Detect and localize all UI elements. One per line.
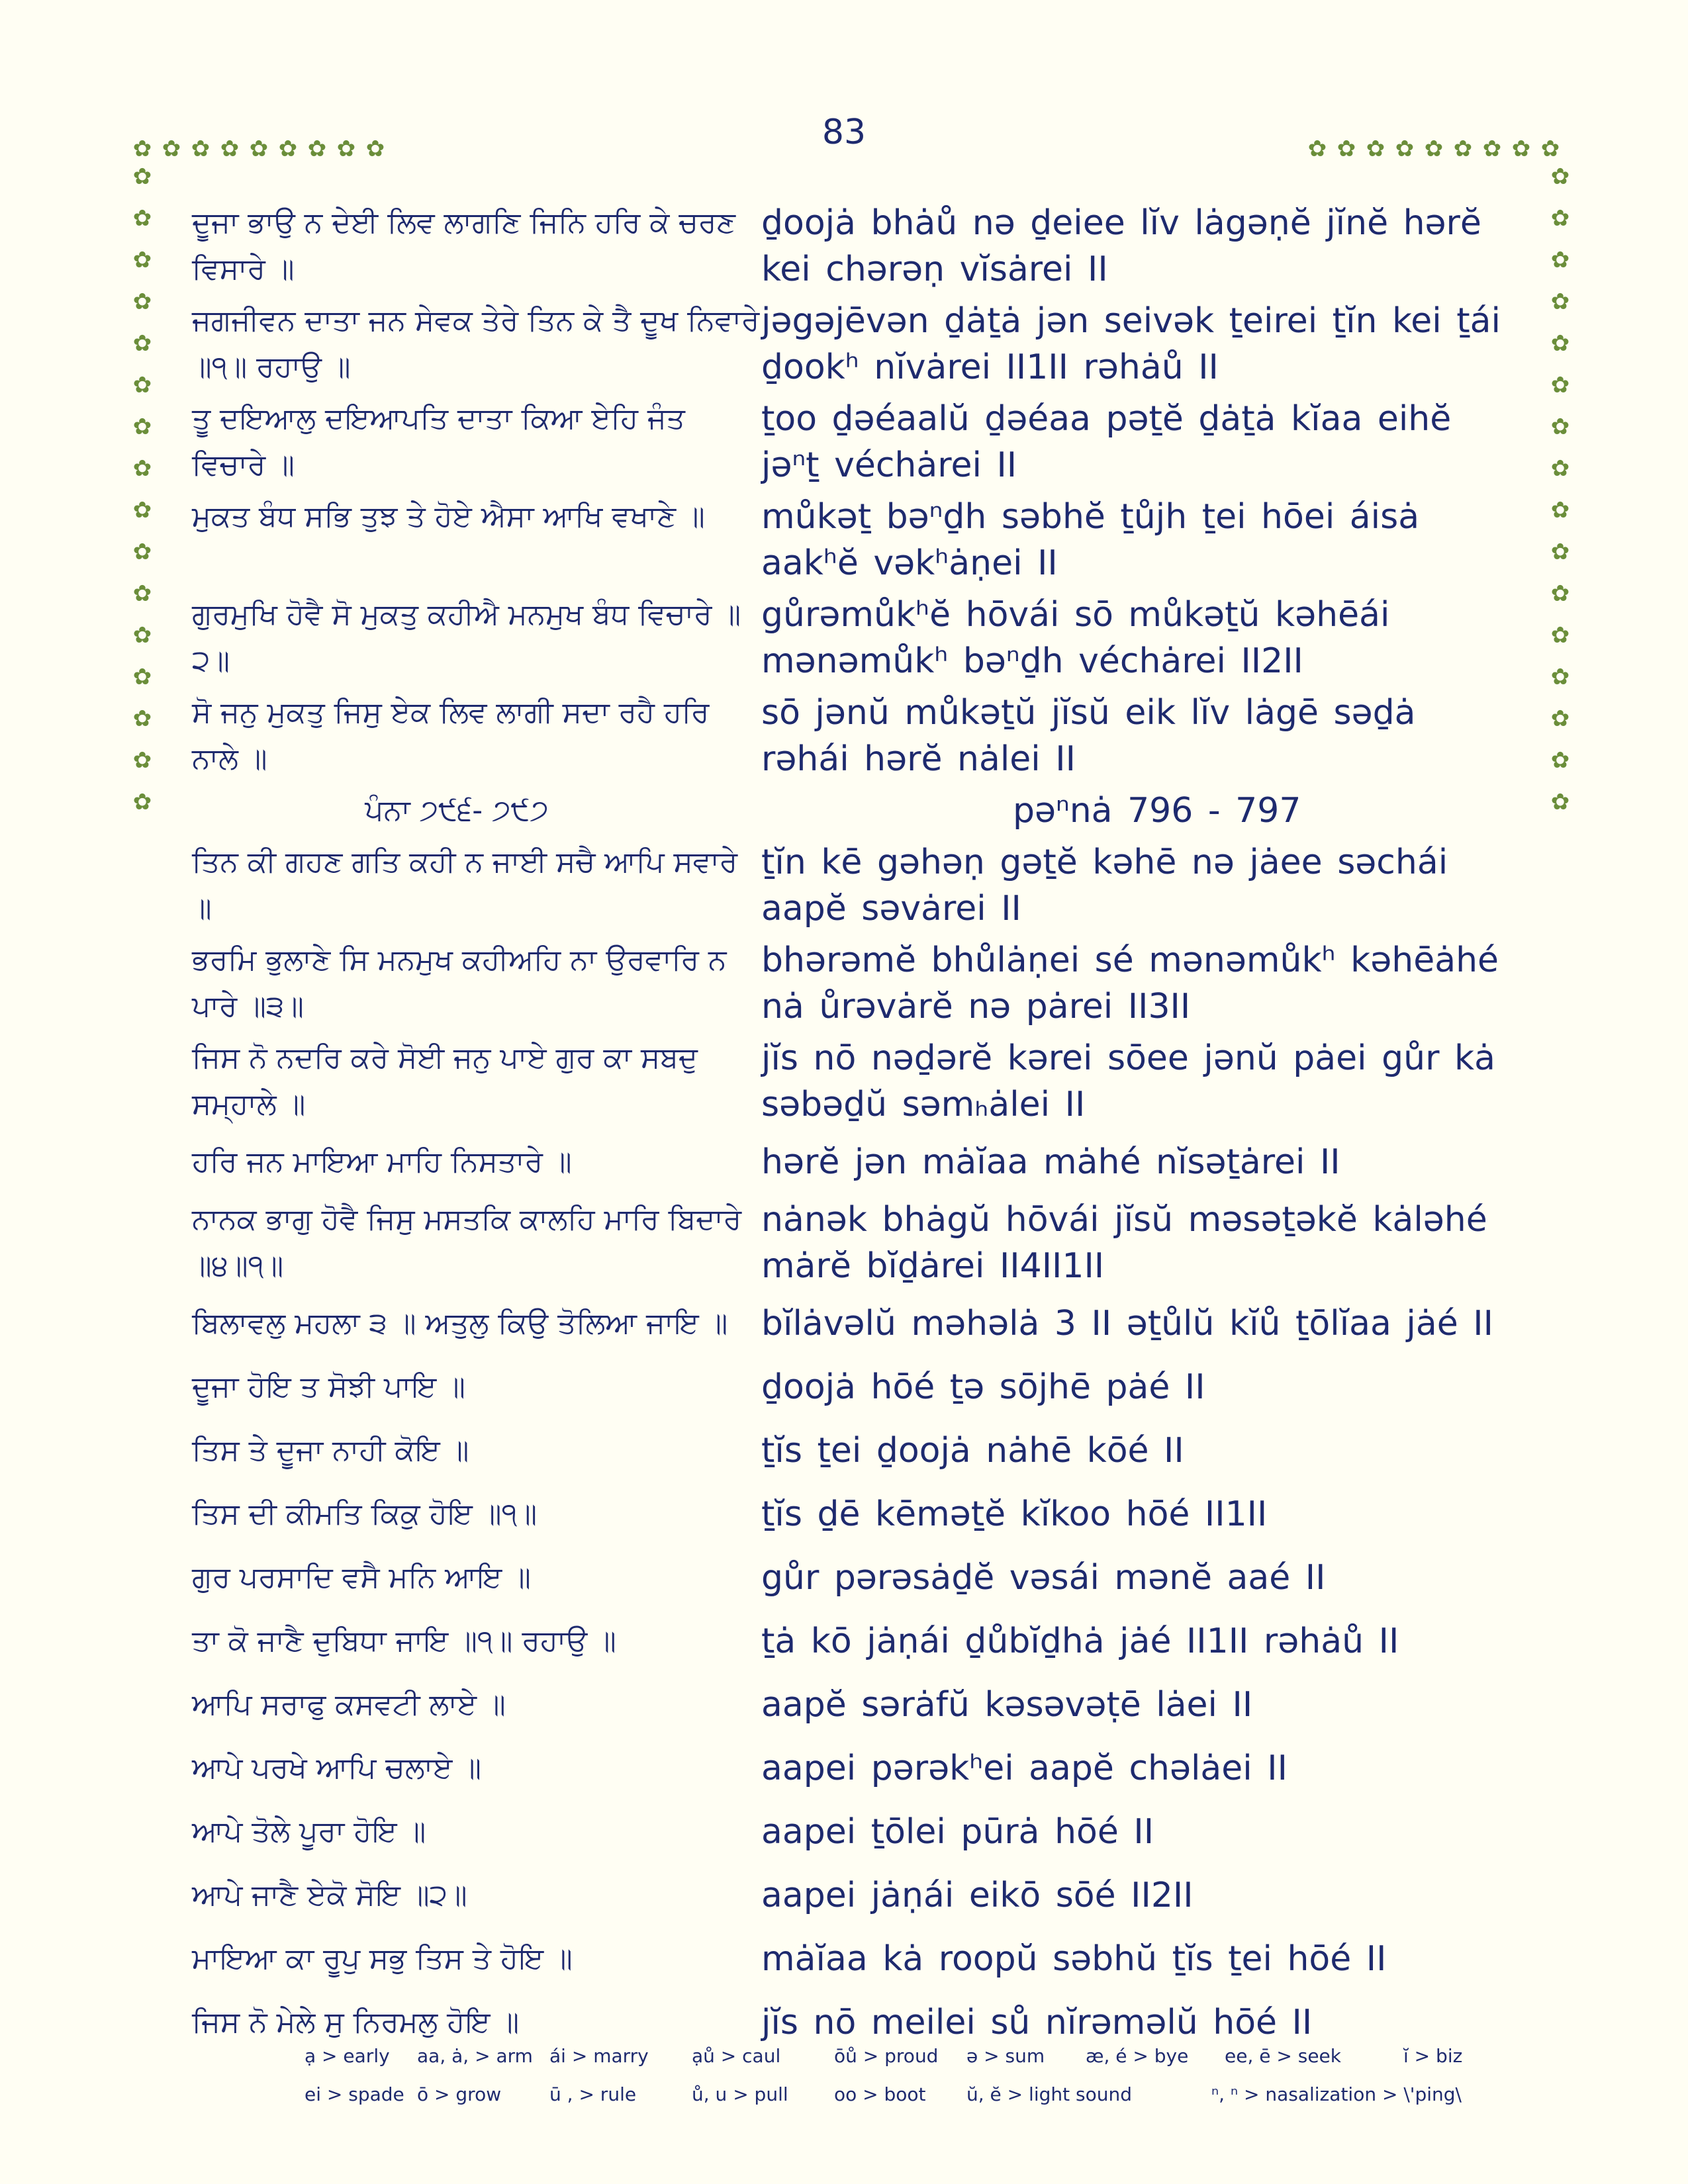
gurmukhi-text: ਦੂਜਾ ਹੋਇ ਤ ਸੋਝੀ ਪਾਇ ॥ [192, 1370, 465, 1404]
transliteration-text: ṯĭs ḏē kēməṯĕ kĭkoo hōé II1II [761, 1494, 1268, 1534]
transliteration-text: ṯĭs ṯei ḏoojȧ nȧhē kōé II [761, 1431, 1184, 1471]
verse-row [192, 1133, 1516, 1191]
legend-item: ů, u > pull [692, 2083, 788, 2105]
flower-icon: ✿ [278, 136, 298, 162]
gurmukhi-text: ਤਿਨ ਕੀ ਗਹਣ ਗਤਿ ਕਹੀ ਨ ਜਾਈ ਸਚੈ ਆਪਿ ਸਵਾਰੇ ॥ [192, 845, 738, 925]
flower-icon: ✿ [307, 136, 327, 162]
flower-icon: ✿ [220, 136, 240, 162]
flower-icon: ✿ [1550, 372, 1570, 398]
verse-row [192, 1485, 1516, 1543]
gurmukhi-text: ਨਾਨਕ ਭਾਗੁ ਹੋਵੈ ਜਿਸੁ ਮਸਤਕਿ ਕਾਲਹਿ ਮਾਰਿ ਬਿਦਾਰੇ ॥੪॥੧॥ [192, 1203, 742, 1283]
flower-icon: ✿ [132, 664, 152, 690]
verse-row [192, 1197, 1516, 1289]
flower-icon: ✿ [132, 136, 152, 162]
flower-icon: ✿ [1550, 330, 1570, 357]
transliteration-text: bhərəmĕ bhůlȧṇei sé mənəmůkʰ kəhēȧhé nȧ ůrəvȧrĕ nə pȧrei II3II [761, 940, 1499, 1026]
verse-row [192, 298, 1516, 390]
flower-icon: ✿ [336, 136, 356, 162]
verse-row [192, 494, 1516, 586]
flower-icon: ✿ [132, 539, 152, 565]
legend-item: ū , > rule [549, 2083, 637, 2105]
verse-row [192, 1866, 1516, 1925]
flower-icon: ✿ [1550, 539, 1570, 565]
verse-row [192, 1739, 1516, 1797]
legend-item: ei > spade [305, 2083, 404, 2105]
flower-icon: ✿ [1550, 247, 1570, 273]
transliteration-text: aapei ṯōlei pūrȧ hōé II [761, 1812, 1154, 1852]
transliteration-text: jĭs nō nəḏərĕ kərei sōee jənŭ pȧei gůr kȧ səbəḏŭ səmₕȧlei II [761, 1038, 1495, 1124]
gurmukhi-text: ਜਿਸ ਨੋ ਨਦਰਿ ਕਰੇ ਸੋਈ ਜਨੁ ਪਾਏ ਗੁਰ ਕਾ ਸਬਦੁ ਸਮ੍ਹਾਲੇ ॥ [192, 1041, 698, 1121]
gurmukhi-text: ਤਿਸ ਤੇ ਦੂਜਾ ਨਾਹੀ ਕੋਇ ॥ [192, 1433, 469, 1467]
gurmukhi-text: ਦੂਜਾ ਭਾਉ ਨ ਦੇਈ ਲਿਵ ਲਾਗਣਿ ਜਿਨਿ ਹਰਿ ਕੇ ਚਰਣ ਵਿਸਾਰੇ ॥ [192, 206, 735, 286]
legend-item: ĭ > biz [1403, 2045, 1463, 2067]
flower-icon: ✿ [191, 136, 211, 162]
flower-icon: ✿ [132, 289, 152, 315]
legend-item: aa, ȧ, > arm [417, 2045, 533, 2067]
legend-item: ee, ē > seek [1225, 2045, 1341, 2067]
gurmukhi-text: ਆਪਿ ਸਰਾਫੁ ਕਸਵਟੀ ਲਾਏ ॥ [192, 1688, 506, 1721]
transliteration-text: gůrəmůkʰĕ hōvái sō můkəṯŭ kəhēái mənəmůkʰ bəⁿḏh véchȧrei II2II [761, 595, 1390, 681]
flower-icon: ✿ [1550, 289, 1570, 315]
legend-item: ō > grow [417, 2083, 502, 2105]
verse-row [192, 1676, 1516, 1734]
flower-icon: ✿ [132, 247, 152, 273]
flower-icon: ✿ [1307, 136, 1327, 162]
flower-icon: ✿ [132, 205, 152, 232]
transliteration-text: aapei pərəkʰei aapĕ chəlȧei II [761, 1749, 1288, 1788]
verse-row [192, 1422, 1516, 1480]
transliteration-text: sō jənŭ můkəṯŭ jĭsŭ eik lĭv lȧgē səḏȧ rəhái hərĕ nȧlei II [761, 693, 1416, 779]
gurmukhi-text: ਜਗਜੀਵਨ ਦਾਤਾ ਜਨ ਸੇਵਕ ਤੇਰੇ ਤਿਨ ਕੇ ਤੈ ਦੂਖ ਨਿਵਾਰੇ ॥੧॥ ਰਹਾਉ ॥ [192, 304, 760, 384]
transliteration-text: ḏoojȧ hōé ṯə sōjhē pȧé II [761, 1367, 1205, 1407]
page-number: 83 [821, 113, 867, 152]
transliteration-text: ṯĭn kē gəhəṇ gəṯĕ kəhē nə jȧee səchái aapĕ səvȧrei II [761, 842, 1448, 929]
flower-icon: ✿ [1453, 136, 1473, 162]
verse-row [192, 1358, 1516, 1416]
flower-icon: ✿ [1550, 455, 1570, 482]
flower-icon: ✿ [132, 372, 152, 398]
verse-row [192, 200, 1516, 293]
legend-item: ŭ, ĕ > light sound [966, 2083, 1132, 2105]
hymn-content [192, 200, 1516, 2057]
gurmukhi-text: ਹਰਿ ਜਨ ਮਾਇਆ ਮਾਹਿ ਨਿਸਤਾਰੇ ॥ [192, 1145, 572, 1179]
flower-icon: ✿ [1550, 664, 1570, 690]
transliteration-text: jəgəjēvən ḏȧṯȧ jən seivək ṯeirei ṯĭn kei ṯái ḏookʰ nĭvȧrei II1II rəhȧů II [761, 301, 1501, 387]
transliteration-text: ḏoojȧ bhȧů nə ḏeiee lĭv lȧgəṇĕ jĭnĕ hərĕ kei chərəṇ vĭsȧrei II [761, 203, 1481, 289]
verse-row [192, 839, 1516, 932]
transliteration-text: nȧnək bhȧgŭ hōvái jĭsŭ məsəṯəkĕ kȧləhé mȧrĕ bĭḏȧrei II4II1II [761, 1200, 1487, 1286]
verse-row [192, 1549, 1516, 1607]
flower-icon: ✿ [132, 622, 152, 649]
verse-row [192, 1930, 1516, 1988]
flower-icon: ✿ [132, 414, 152, 440]
legend-item: ōů > proud [834, 2045, 939, 2067]
gurmukhi-text: ਗੁਰ ਪਰਸਾਦਿ ਵਸੈ ਮਨਿ ਆਇ ॥ [192, 1561, 531, 1594]
gurmukhi-text: ਸੋ ਜਨੁ ਮੁਕਤੁ ਜਿਸੁ ਏਕ ਲਿਵ ਲਾਗੀ ਸਦਾ ਰਹੈ ਹਰਿ ਨਾਲੇ ॥ [192, 696, 710, 776]
gurmukhi-text: ਆਪੇ ਤੋਲੇ ਪੂਰਾ ਹੋਇ ॥ [192, 1815, 426, 1848]
flower-icon: ✿ [132, 163, 152, 190]
flower-icon: ✿ [162, 136, 181, 162]
transliteration-text: gůr pərəsȧḏĕ vəsái mənĕ aaé II [761, 1558, 1326, 1598]
flower-icon: ✿ [1550, 163, 1570, 190]
legend-item: ⁿ, ⁿ > nasalization > \'ping\ [1211, 2083, 1462, 2105]
transliteration-text: mȧĭaa kȧ roopŭ səbhŭ ṯĭs ṯei hōé II [761, 1939, 1387, 1979]
verse-row [192, 1295, 1516, 1353]
verse-row [192, 1035, 1516, 1128]
transliteration-text: jĭs nō meilei sů nĭrəməlŭ hōé II [761, 2003, 1313, 2042]
gurmukhi-text: ਜਿਸ ਨੋ ਮੇਲੇ ਸੁ ਨਿਰਮਲੁ ਹੋਇ ॥ [192, 2005, 520, 2039]
flower-icon: ✿ [1550, 205, 1570, 232]
gurmukhi-text: ਭਰਮਿ ਭੁਲਾਣੇ ਸਿ ਮਨਮੁਖ ਕਹੀਅਹਿ ਨਾ ਉਰਵਾਰਿ ਨ ਪਾਰੇ ॥੩॥ [192, 943, 727, 1023]
flower-icon: ✿ [132, 455, 152, 482]
flower-icon: ✿ [1336, 136, 1356, 162]
verse-row [192, 690, 1516, 782]
flower-icon: ✿ [1424, 136, 1444, 162]
flower-icon: ✿ [1395, 136, 1415, 162]
transliteration-text: ṯȧ kō jȧṇái ḏůbĭḏhȧ jȧé II1II rəhȧů II [761, 1621, 1399, 1661]
flower-icon: ✿ [1550, 747, 1570, 774]
transliteration-text: ṯoo ḏəéaalŭ ḏəéaa pəṯĕ ḏȧṯȧ kĭaa eihĕ jəⁿṯ véchȧrei II [761, 399, 1452, 485]
flower-icon: ✿ [132, 705, 152, 732]
gurmukhi-text: ਪੰਨਾ ੭੯੬- ੭੯੭ [365, 794, 549, 827]
gurmukhi-text: ਬਿਲਾਵਲੁ ਮਹਲਾ ੩ ॥ ਅਤੁਲੁ ਕਿਉ ਤੋਲਿਆ ਜਾਇ ॥ [192, 1306, 728, 1340]
flower-icon: ✿ [132, 789, 152, 815]
transliteration-text: bĭlȧvəlŭ məhəlȧ 3 II əṯůlŭ kĭů ṯōlĭaa jȧé II [761, 1304, 1493, 1343]
flower-icon: ✿ [1511, 136, 1531, 162]
transliteration-text: pəⁿnȧ 796 - 797 [1013, 791, 1301, 831]
legend-item: oo > boot [834, 2083, 926, 2105]
flower-icon: ✿ [1550, 414, 1570, 440]
verse-row [192, 937, 1516, 1030]
gurmukhi-text: ਮਾਇਆ ਕਾ ਰੂਪੁ ਸਭੁ ਤਿਸ ਤੇ ਹੋਇ ॥ [192, 1942, 573, 1976]
flower-icon: ✿ [1550, 705, 1570, 732]
gurmukhi-text: ਆਪੇ ਪਰਖੇ ਆਪਿ ਚਲਾਏ ॥ [192, 1751, 482, 1785]
page-range-header [192, 788, 1516, 834]
legend-item: æ, é > bye [1086, 2045, 1189, 2067]
flower-icon: ✿ [132, 330, 152, 357]
gurmukhi-text: ਤਿਸ ਦੀ ਕੀਮਤਿ ਕਿਕੁ ਹੋਇ ॥੧॥ [192, 1497, 538, 1531]
flower-icon: ✿ [132, 497, 152, 523]
flower-icon: ✿ [1550, 622, 1570, 649]
gurmukhi-text: ਮੁਕਤ ਬੰਧ ਸਭਿ ਤੁਝ ਤੇ ਹੋਏ ਐਸਾ ਆਖਿ ਵਖਾਣੇ ॥ [192, 500, 705, 533]
transliteration-text: aapĕ sərȧfŭ kəsəvəṭē lȧei II [761, 1685, 1253, 1725]
transliteration-text: hərĕ jən mȧĭaa mȧhé nĭsəṯȧrei II [761, 1142, 1340, 1182]
verse-row [192, 1803, 1516, 1861]
verse-row [192, 1612, 1516, 1670]
flower-icon: ✿ [365, 136, 385, 162]
flower-icon: ✿ [249, 136, 269, 162]
gurmukhi-text: ਆਪੇ ਜਾਣੈ ਏਕੋ ਸੋਇ ॥੨॥ [192, 1878, 467, 1912]
verse-row [192, 592, 1516, 684]
transliteration-text: aapei jȧṇái eikō sōé II2II [761, 1876, 1194, 1915]
legend-item: ái > marry [549, 2045, 649, 2067]
flower-icon: ✿ [1550, 789, 1570, 815]
verse-row [192, 396, 1516, 488]
legend-item: ạ > early [305, 2045, 390, 2067]
legend-item: ə > sum [966, 2045, 1045, 2067]
gurmukhi-text: ਤੂ ਦਇਆਲੁ ਦਇਆਪਤਿ ਦਾਤਾ ਕਿਆ ਏਹਿ ਜੰਤ ਵਿਚਾਰੇ ॥ [192, 402, 685, 482]
flower-icon: ✿ [1366, 136, 1385, 162]
gurmukhi-text: ਗੁਰਮੁਖਿ ਹੋਵੈ ਸੋ ਮੁਕਤੁ ਕਹੀਐ ਮਨਮੁਖ ਬੰਧ ਵਿਚਾਰੇ ॥੨॥ [192, 598, 741, 678]
flower-icon: ✿ [1550, 497, 1570, 523]
gurmukhi-text: ਤਾ ਕੋ ਜਾਣੈ ਦੁਬਿਧਾ ਜਾਇ ॥੧॥ ਰਹਾਉ ॥ [192, 1624, 616, 1658]
transliteration-text: můkəṯ bəⁿḏh səbhĕ ṯůjh ṯei hōei áisȧ aakʰĕ vəkʰȧṇei II [761, 497, 1420, 583]
flower-icon: ✿ [132, 580, 152, 607]
verse-row [192, 1993, 1516, 2052]
flower-icon: ✿ [1540, 136, 1560, 162]
flower-icon: ✿ [132, 747, 152, 774]
flower-icon: ✿ [1550, 580, 1570, 607]
legend-item: ạů > caul [692, 2045, 781, 2067]
flower-icon: ✿ [1482, 136, 1502, 162]
